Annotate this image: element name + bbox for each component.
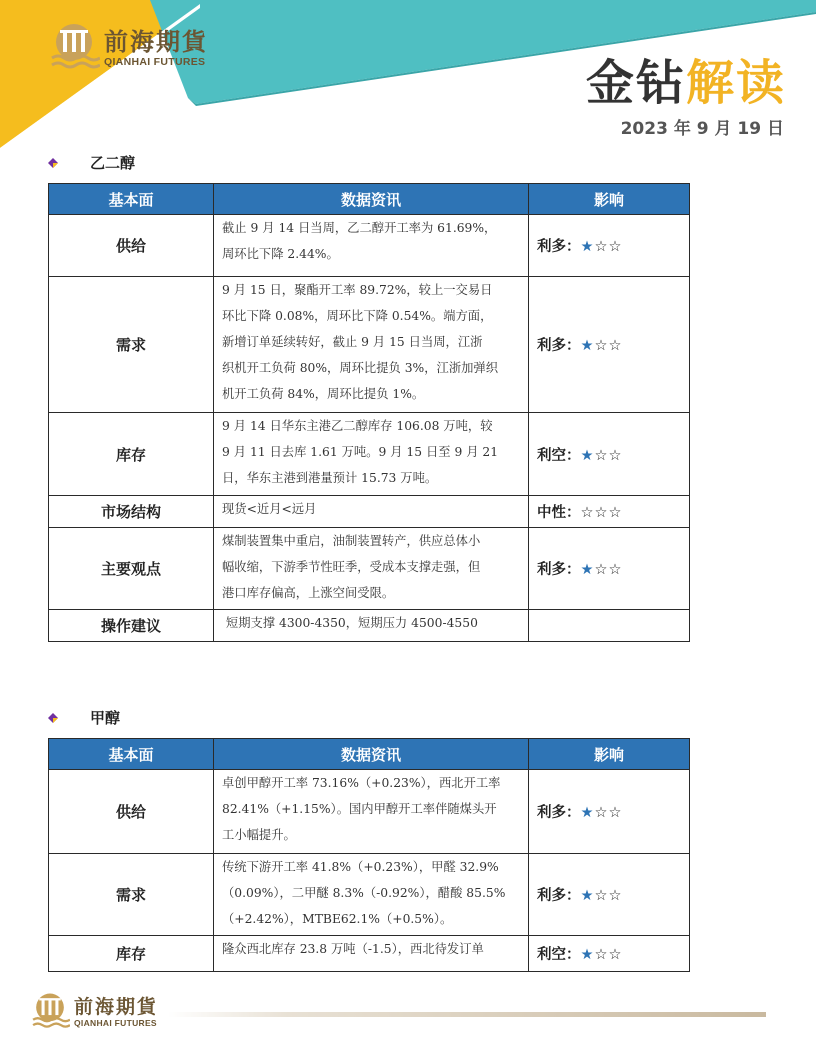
column-header: 基本面 <box>49 739 214 770</box>
table-header-row <box>49 184 690 215</box>
row-info <box>214 413 529 496</box>
info-line: 9 月 15 日，聚酯开工率 89.72%，较上一交易日 <box>222 283 493 297</box>
star-empty-icon: ☆ <box>608 447 623 464</box>
table-row <box>49 496 690 528</box>
report-date: 2023 年 9 月 19 日 <box>620 119 784 139</box>
star-empty-icon: ☆ <box>594 239 609 255</box>
star-filled-icon: ★ <box>580 447 595 464</box>
row-category: 主要观点 <box>49 528 214 610</box>
section-title-text: 甲醇 <box>90 709 121 727</box>
row-info <box>214 528 529 610</box>
table-row <box>49 854 690 936</box>
impact-label: 中性： <box>537 505 581 521</box>
methanol-table <box>48 738 690 972</box>
info-line: 幅收缩，下游季节性旺季，受成本支撑走强，但 <box>222 560 481 574</box>
column-header: 数据资讯 <box>214 739 529 770</box>
star-empty-icon: ☆ <box>608 562 623 578</box>
info-line: 煤制装置集中重启，油制装置转产，供应总体小 <box>222 534 481 548</box>
star-empty-icon: ☆ <box>608 505 623 521</box>
impact-label: 利空： <box>537 447 581 464</box>
row-impact <box>529 528 690 610</box>
row-info <box>214 770 529 854</box>
info-line: 新增订单延续转好，截止 9 月 15 日当周，江浙 <box>222 335 483 349</box>
table-header-row <box>49 739 690 770</box>
info-line: 港口库存偏高，上涨空间受限。 <box>222 586 395 600</box>
row-category: 库存 <box>49 936 214 972</box>
table-row <box>49 770 690 854</box>
star-filled-icon: ★ <box>580 888 595 904</box>
star-filled-icon: ★ <box>580 338 595 354</box>
row-category: 需求 <box>49 854 214 936</box>
info-line: （0.09%），二甲醚 8.3%（-0.92%），醋酸 85.5% <box>222 886 506 900</box>
rating-stars <box>581 338 623 354</box>
row-category: 操作建议 <box>49 610 214 642</box>
row-category: 市场结构 <box>49 496 214 528</box>
column-header: 影响 <box>529 739 690 770</box>
footer-logo <box>30 992 158 1032</box>
rating-stars <box>581 239 623 255</box>
table-row <box>49 277 690 413</box>
info-line: 环比下降 0.08%，周环比下降 0.54%。端方面， <box>222 309 493 323</box>
info-line: 工小幅提升。 <box>222 828 296 842</box>
row-info <box>214 854 529 936</box>
star-empty-icon: ☆ <box>594 888 609 904</box>
column-header: 影响 <box>529 184 690 215</box>
title-part1: 金钻 <box>585 55 686 111</box>
impact-label: 利空： <box>537 947 581 963</box>
star-empty-icon: ☆ <box>608 805 623 821</box>
logo-mark-icon <box>30 992 70 1032</box>
star-filled-icon: ★ <box>580 947 595 963</box>
star-empty-icon: ☆ <box>594 562 609 578</box>
meg-table <box>48 183 690 642</box>
company-logo <box>48 22 208 74</box>
table-row <box>49 215 690 277</box>
info-line: 82.41%（+1.15%）。国内甲醇开工率伴随煤头开 <box>222 802 497 816</box>
rating-stars <box>581 888 623 904</box>
star-filled-icon: ★ <box>580 805 595 821</box>
star-filled-icon: ★ <box>580 562 595 578</box>
logo-cn-text: 前海期貨 <box>104 27 208 56</box>
info-line: 日，华东主港到港量预计 15.73 万吨。 <box>222 471 438 485</box>
star-empty-icon: ☆ <box>594 947 609 963</box>
title-part2: 解读 <box>685 55 786 111</box>
star-empty-icon: ☆ <box>594 505 609 521</box>
info-line: 周环比下降 2.44%。 <box>222 247 339 261</box>
info-line: 现货<近月<远月 <box>222 502 317 516</box>
row-impact <box>529 413 690 496</box>
star-empty-icon: ☆ <box>608 338 623 354</box>
row-info <box>214 215 529 277</box>
info-line: 机开工负荷 84%，周环比提负 1%。 <box>222 387 425 401</box>
star-empty-icon: ☆ <box>580 505 595 521</box>
star-empty-icon: ☆ <box>594 447 609 464</box>
rating-stars <box>581 805 623 821</box>
row-category: 供给 <box>49 770 214 854</box>
logo-cn-text: 前海期貨 <box>74 996 159 1018</box>
row-impact <box>529 277 690 413</box>
info-line: 传统下游开工率 41.8%（+0.23%），甲醛 32.9% <box>222 860 499 874</box>
footer-divider <box>168 1012 766 1017</box>
info-line: 9 月 14 日华东主港乙二醇库存 106.08 万吨，较 <box>222 419 493 433</box>
info-line: 隆众西北库存 23.8 万吨（-1.5），西北待发订单 <box>222 942 484 956</box>
impact-label: 利多： <box>537 239 581 255</box>
table-row <box>49 936 690 972</box>
row-info <box>214 277 529 413</box>
impact-label: 利多： <box>537 338 581 354</box>
impact-label: 利多： <box>537 805 581 821</box>
row-impact <box>529 936 690 972</box>
row-info <box>214 496 529 528</box>
row-category: 需求 <box>49 277 214 413</box>
section-title-text: 乙二醇 <box>90 154 136 172</box>
table-row <box>49 610 690 642</box>
table-row <box>49 528 690 610</box>
row-impact <box>529 215 690 277</box>
rating-stars <box>581 448 623 464</box>
star-empty-icon: ☆ <box>608 239 623 255</box>
star-empty-icon: ☆ <box>608 947 623 963</box>
info-line: （+2.42%），MTBE62.1%（+0.5%）。 <box>222 912 453 926</box>
logo-mark-icon <box>48 22 100 74</box>
row-category: 库存 <box>49 413 214 496</box>
section-title-meg <box>48 152 135 173</box>
row-impact <box>529 770 690 854</box>
info-line: 截止 9 月 14 日当周，乙二醇开工率为 61.69%， <box>222 221 497 235</box>
rating-stars <box>581 947 623 963</box>
rating-stars <box>581 505 623 521</box>
impact-label: 利多： <box>537 562 581 578</box>
star-empty-icon: ☆ <box>594 338 609 354</box>
logo-en-text: QIANHAI FUTURES <box>104 56 206 68</box>
column-header: 基本面 <box>49 184 214 215</box>
star-filled-icon: ★ <box>580 239 595 255</box>
table-row <box>49 413 690 496</box>
logo-en-text: QIANHAI FUTURES <box>74 1018 157 1028</box>
column-header: 数据资讯 <box>214 184 529 215</box>
row-info <box>214 936 529 972</box>
row-impact <box>529 610 690 642</box>
star-empty-icon: ☆ <box>608 888 623 904</box>
row-category: 供给 <box>49 215 214 277</box>
bullet-icon <box>48 158 58 168</box>
info-line: 卓创甲醇开工率 73.16%（+0.23%），西北开工率 <box>222 776 501 790</box>
rating-stars <box>581 562 623 578</box>
row-impact <box>529 854 690 936</box>
info-line: 9 月 11 日去库 1.61 万吨。9 月 15 日至 9 月 21 <box>222 445 499 459</box>
bullet-icon <box>48 713 58 723</box>
row-info <box>214 610 529 642</box>
impact-label: 利多： <box>537 888 581 904</box>
info-line: 织机开工负荷 80%，周环比提负 3%，江浙加弹织 <box>222 361 499 375</box>
row-impact <box>529 496 690 528</box>
page-title <box>586 44 786 113</box>
info-line: 短期支撑 4300-4350，短期压力 4500-4550 <box>222 616 478 630</box>
star-empty-icon: ☆ <box>594 805 609 821</box>
section-title-methanol <box>48 707 120 728</box>
